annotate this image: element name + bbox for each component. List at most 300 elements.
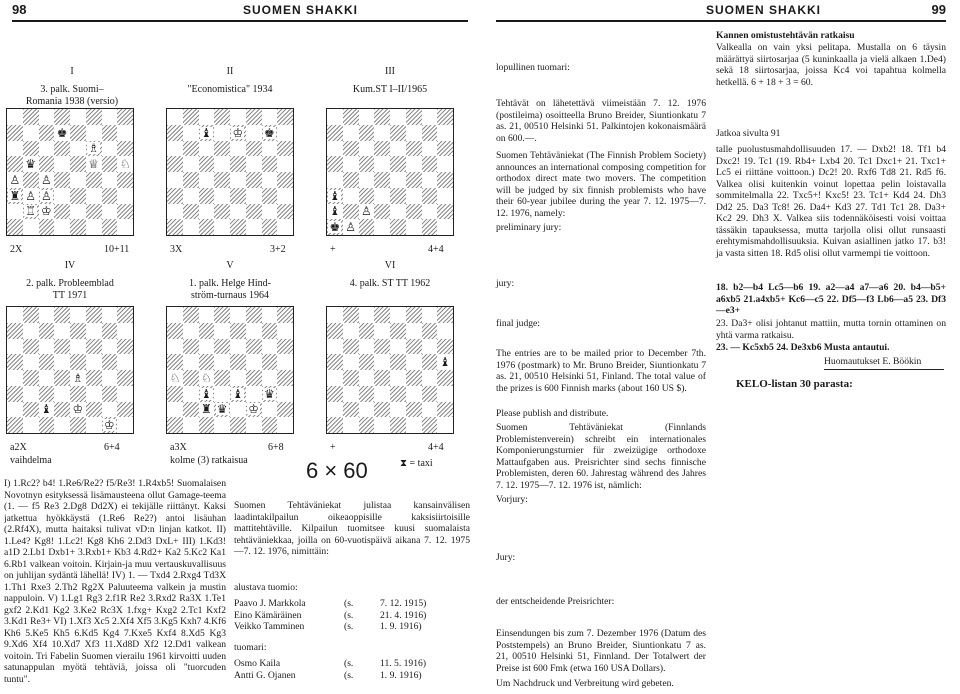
board-square — [327, 354, 343, 370]
board-square — [70, 354, 86, 370]
judge-row — [234, 658, 470, 670]
board-square — [359, 125, 375, 141]
chess-piece-icon: ♙ — [345, 220, 356, 235]
board-square — [374, 156, 390, 172]
board-square — [262, 339, 278, 355]
page-number-left: 98 — [12, 2, 27, 18]
board-square — [86, 141, 102, 157]
board-square — [437, 386, 453, 402]
board-square — [406, 339, 422, 355]
board-square — [230, 402, 246, 418]
board-square — [230, 125, 246, 141]
judge-cell: 7. 12. 1915) — [380, 598, 427, 609]
board-square — [199, 402, 215, 418]
board-square — [117, 156, 133, 172]
judge-cell: (s. — [344, 669, 354, 681]
problem-stipulation: 2X — [10, 244, 23, 255]
piece-count: 6+8 — [268, 442, 284, 453]
board-square — [117, 307, 133, 323]
judge-cell: 11. 5. 1916) — [380, 658, 427, 669]
board-square — [183, 172, 199, 188]
board-square — [230, 339, 246, 355]
board-square — [374, 172, 390, 188]
judge-cell: (s. — [344, 598, 354, 609]
board-square — [117, 323, 133, 339]
board-square — [262, 307, 278, 323]
board-square — [230, 307, 246, 323]
problem-source: 4. palk. ST TT 1962 — [349, 277, 431, 289]
board-square — [199, 307, 215, 323]
problem-note: kolme (3) ratkaisua — [170, 455, 248, 466]
judges-final — [234, 658, 470, 681]
board-square — [86, 323, 102, 339]
board-square — [54, 307, 70, 323]
problem-source: "Economistica" 1934 — [187, 83, 273, 95]
board-square — [437, 402, 453, 418]
jury-label: jury: — [496, 278, 515, 289]
board-square — [390, 417, 406, 433]
board-square — [277, 417, 293, 433]
board-square — [277, 339, 293, 355]
board-square — [7, 219, 23, 235]
board-square — [246, 172, 262, 188]
board-square — [117, 417, 133, 433]
judge-cell: (s. — [344, 621, 354, 633]
board-square — [167, 141, 183, 157]
board-square — [102, 402, 118, 418]
problem-source: TT 1971 — [52, 289, 88, 301]
board-square — [359, 156, 375, 172]
board-square — [246, 339, 262, 355]
board-square — [117, 109, 133, 125]
problem-note: vaihdelma — [10, 455, 52, 466]
board-square — [54, 109, 70, 125]
board-square — [406, 109, 422, 125]
board-square — [39, 109, 55, 125]
board-square — [246, 386, 262, 402]
board-square — [327, 204, 343, 220]
board-square — [167, 323, 183, 339]
board-square — [199, 109, 215, 125]
judge-row — [234, 670, 470, 682]
chess-piece-icon: ♙ — [40, 172, 52, 187]
board-square — [199, 204, 215, 220]
chess-piece-icon: ♚ — [56, 125, 68, 140]
entscheidende-label: der entscheidende Preisrichter: — [496, 596, 615, 607]
board-square — [102, 323, 118, 339]
problem-stipulation: a3X — [170, 442, 187, 453]
journal-title-right: SUOMEN SHAKKI — [706, 2, 822, 17]
chess-piece-icon: ♝ — [232, 386, 244, 401]
announcement-en: Suomen Tehtäväniekat (The Finnish Problem Society) announces an international composing competition for orthodox direct mate two movers. The competition will be judged by six finnish problemists who have their 60-year jubilee during the year 7. 12. 1975—7. 12. 1976, namely: — [496, 150, 706, 219]
board-square — [214, 354, 230, 370]
board-square — [422, 370, 438, 386]
board-square — [230, 156, 246, 172]
board-square — [422, 141, 438, 157]
board-square — [183, 323, 199, 339]
board-square — [246, 125, 262, 141]
board-square — [262, 386, 278, 402]
kelo-list — [716, 392, 948, 692]
problem-2-caption — [150, 66, 310, 96]
kelo-title: KELO-listan 30 parasta: — [736, 378, 853, 390]
board-square — [117, 219, 133, 235]
board-square — [86, 204, 102, 220]
board-square — [246, 370, 262, 386]
board-square — [167, 204, 183, 220]
board-square — [86, 109, 102, 125]
board-square — [327, 156, 343, 172]
board-square — [437, 323, 453, 339]
judge-cell: 21. 4. 1916) — [380, 609, 427, 621]
board-square — [7, 354, 23, 370]
board-square — [70, 417, 86, 433]
piece-count: 6+4 — [104, 442, 120, 453]
board-square — [437, 109, 453, 125]
board-square — [359, 402, 375, 418]
board-square — [70, 109, 86, 125]
board-square — [70, 402, 86, 418]
board-square — [70, 125, 86, 141]
board-square — [86, 386, 102, 402]
board-square — [422, 188, 438, 204]
lopullinen-label: lopullinen tuomari: — [496, 62, 570, 73]
board-square — [70, 172, 86, 188]
board-square — [7, 323, 23, 339]
board-square — [246, 354, 262, 370]
board-square — [230, 417, 246, 433]
piece-count: 3+2 — [270, 244, 286, 255]
board-square — [199, 219, 215, 235]
judge-row — [234, 621, 470, 633]
chess-piece-icon: ♙ — [360, 204, 372, 219]
board-square — [437, 125, 453, 141]
board-square — [327, 219, 343, 235]
right-page-header — [496, 0, 946, 22]
board-square — [23, 219, 39, 235]
board-square — [23, 109, 39, 125]
board-square — [183, 354, 199, 370]
board-square — [262, 323, 278, 339]
board-square — [54, 354, 70, 370]
board-square — [230, 323, 246, 339]
board-square — [23, 172, 39, 188]
board-square — [406, 204, 422, 220]
board-square — [406, 354, 422, 370]
board-square — [214, 386, 230, 402]
board-square — [167, 219, 183, 235]
board-square — [359, 370, 375, 386]
board-square — [70, 370, 86, 386]
board-square — [230, 370, 246, 386]
judges-preliminary — [234, 598, 470, 633]
problem-source: ström-turnaus 1964 — [190, 289, 270, 301]
board-square — [23, 125, 39, 141]
board-square — [422, 417, 438, 433]
chess-piece-icon: ♙ — [25, 188, 36, 203]
board-square — [343, 204, 359, 220]
board-square — [183, 156, 199, 172]
final-move: 23. — Kc5xb5 24. De3xb6 Musta antautui. — [716, 342, 890, 353]
problem-3-caption — [310, 66, 470, 96]
board-square — [406, 402, 422, 418]
board-square — [199, 188, 215, 204]
board-square — [102, 339, 118, 355]
board-square — [422, 219, 438, 235]
chess-piece-icon: ♗ — [72, 370, 84, 385]
problem-number: IV — [64, 260, 76, 271]
board-square — [277, 219, 293, 235]
board-square — [39, 339, 55, 355]
board-square — [214, 219, 230, 235]
problem-stipulation: a2X — [10, 442, 27, 453]
board-square — [183, 109, 199, 125]
board-square — [183, 188, 199, 204]
board-square — [183, 417, 199, 433]
game-moves: 18. b2—b4 Lc5—b6 19. a2—a4 a7—a6 20. b4—b5+ a6xb5 21.a4xb5+ Kc6—c5 22. Df5—f3 Lb6—a5 23. Df3—e3+ — [716, 282, 946, 316]
board-square — [86, 125, 102, 141]
publish-en: Please publish and distribute. — [496, 408, 609, 419]
board-square — [359, 109, 375, 125]
problem-5-caption — [150, 260, 310, 301]
board-square — [374, 386, 390, 402]
chess-piece-icon: ♔ — [248, 402, 259, 417]
board-square — [86, 402, 102, 418]
board-square — [183, 125, 199, 141]
board-square — [262, 370, 278, 386]
board-square — [23, 339, 39, 355]
board-square — [183, 386, 199, 402]
board-square — [374, 204, 390, 220]
board-square — [199, 354, 215, 370]
board-square — [214, 141, 230, 157]
board-square — [406, 219, 422, 235]
judge-cell: 1. 9. 1916) — [380, 669, 422, 681]
chess-piece-icon: ♔ — [232, 125, 244, 140]
board-square — [437, 370, 453, 386]
board-square — [117, 204, 133, 220]
chess-piece-icon: ♔ — [40, 204, 52, 219]
problem-number: VI — [384, 260, 396, 271]
board-square — [117, 172, 133, 188]
board-square — [390, 354, 406, 370]
board-square — [343, 323, 359, 339]
send-fi: Tehtävät on lähetettävä viimeistään 7. 12. 1976 (postileima) osoitteella Bruno Breider, Siuntionkatu 7 as. 21, 00510 Helsinki 51. Palkintojen kokonaismäärä on 600.—. — [496, 98, 706, 144]
board-square — [343, 354, 359, 370]
board-square — [214, 125, 230, 141]
board-square — [54, 219, 70, 235]
divider — [824, 369, 944, 370]
board-square — [422, 339, 438, 355]
board-square — [230, 109, 246, 125]
board-square — [277, 156, 293, 172]
einsendungen-de: Einsendungen bis zum 7. Dezember 1976 (Datum des Poststempels) an Bruno Breider, Siuntionkatu 7 as. 21, 00510 Helsinki 51, Finnland. Der Totalwert der Preise ist 600 Fmk (etwa 160 USA Dollars). — [496, 628, 706, 674]
board-square — [23, 204, 39, 220]
board-square — [7, 307, 23, 323]
board-square — [246, 204, 262, 220]
board-square — [422, 109, 438, 125]
board-square — [54, 125, 70, 141]
board-square — [70, 156, 86, 172]
chess-piece-icon: ♙ — [9, 172, 21, 187]
board-square — [246, 417, 262, 433]
board-square — [277, 125, 293, 141]
board-square — [167, 386, 183, 402]
board-square — [39, 386, 55, 402]
board-square — [262, 417, 278, 433]
chess-piece-icon: ♗ — [88, 141, 99, 156]
problem-number: II — [226, 66, 234, 77]
game-annotation: talle puolustusmahdollisuuden 17. — Dxb2! 18. Tf1 b4 Dxc2! 19. Tc1 (19. Rb4+ Lxb4 20. Tc1 Dxc1+ 21. Txc1+ Lc5 ei riittäne voittoon.) Dc2! 20. Rxf6 Td8 21. Rd5 f6. Valkea olisi kuitenkin voinut lopettaa pelin loistavalla sommitelmalla 22. Txc5+! Kxc5! 23. Tc1+ Kd4 24. Dh3 Dd2 25. Da3 Tc8! 26. Da4+ Kd3 27. Td1 Tc1 28. Da3+ Kc2 29. Dh3 X. Valkea siis todennäköisesti voisi voittaa tässäkin tapauksessa, mutta tarjolla olisi ollut runsaasti erehtymismahdollisuuksia. Kuivan asiallinen jatko 17. b3! ja vasta sitten 18. Rd5 olisi ollut varmempi tie voittoon. — [716, 144, 946, 259]
board-square — [183, 370, 199, 386]
board-square — [214, 417, 230, 433]
board-square — [343, 307, 359, 323]
board-square — [54, 386, 70, 402]
journal-title-left: SUOMEN SHAKKI — [242, 2, 358, 17]
board-square — [277, 370, 293, 386]
board-square — [39, 354, 55, 370]
board-square — [390, 156, 406, 172]
board-square — [327, 307, 343, 323]
board-square — [246, 188, 262, 204]
board-square — [262, 354, 278, 370]
board-square — [199, 370, 215, 386]
board-square — [214, 172, 230, 188]
board-square — [117, 339, 133, 355]
board-square — [343, 188, 359, 204]
board-square — [102, 307, 118, 323]
piece-count: 4+4 — [428, 442, 444, 453]
board-square — [86, 156, 102, 172]
board-square — [102, 354, 118, 370]
board-square — [199, 386, 215, 402]
taxi-label: = taxi — [409, 458, 433, 469]
board-square — [23, 307, 39, 323]
board-square — [390, 219, 406, 235]
board-square — [70, 219, 86, 235]
game-moves-tail: 23. Da3+ olisi johtanut mattiin, mutta tornin ottaminen on yhtä varma ratkaisu. — [716, 318, 946, 341]
board-square — [390, 204, 406, 220]
board-square — [359, 141, 375, 157]
problem-stipulation: 3X — [170, 244, 183, 255]
chess-piece-icon: ♘ — [119, 157, 131, 172]
board-square — [327, 109, 343, 125]
board-square — [39, 172, 55, 188]
board-square — [199, 141, 215, 157]
board-square — [422, 402, 438, 418]
board-square — [390, 172, 406, 188]
board-square — [23, 323, 39, 339]
board-square — [23, 188, 39, 204]
chess-piece-icon: ♚ — [263, 125, 275, 140]
board-square — [277, 354, 293, 370]
chess-piece-icon: ♙ — [40, 188, 52, 203]
problem-source: 2. palk. Probleemblad — [26, 277, 114, 289]
board-square — [39, 156, 55, 172]
board-square — [102, 156, 118, 172]
board-square — [23, 370, 39, 386]
chess-piece-icon: ♘ — [169, 370, 181, 385]
board-square — [39, 323, 55, 339]
board-square — [167, 156, 183, 172]
board-square — [422, 125, 438, 141]
judge-cell: Antti G. Ojanen — [234, 669, 296, 681]
judge-cell: (s. — [344, 609, 354, 621]
board-square — [230, 386, 246, 402]
board-square — [70, 188, 86, 204]
chess-piece-icon: ♚ — [329, 220, 341, 235]
board-square — [343, 417, 359, 433]
board-square — [7, 188, 23, 204]
board-square — [117, 354, 133, 370]
nachdruck-de: Um Nachdruck und Verbreitung wird gebeten. — [496, 678, 674, 689]
board-square — [39, 141, 55, 157]
board-square — [327, 370, 343, 386]
chess-diagram-3 — [326, 108, 454, 236]
board-square — [406, 323, 422, 339]
jatkoa-label: Jatkoa sivulta 91 — [716, 128, 781, 139]
board-square — [374, 354, 390, 370]
board-square — [327, 402, 343, 418]
board-square — [39, 219, 55, 235]
competition-announcement-fi: Suomen Tehtäväniekat julistaa kansainvälisen laadintakilpailun oikeaoppisille kaksisiirtoisille mattitehtäville. Kilpailun tuomitsee kuusi suomalaista tehtäväniekkaa, joilla on 60-vuotispäivä aikana 7. 12. 1975—7. 12. 1976, nimittäin: — [234, 500, 470, 557]
board-square — [262, 141, 278, 157]
board-square — [374, 370, 390, 386]
board-square — [117, 386, 133, 402]
chess-piece-icon: ♝ — [329, 188, 341, 203]
prelim-label: preliminary jury: — [496, 222, 562, 233]
problem-source: 1. palk. Helge Hind- — [189, 277, 271, 289]
board-square — [54, 188, 70, 204]
board-square — [7, 125, 23, 141]
board-square — [390, 339, 406, 355]
board-square — [230, 172, 246, 188]
board-square — [246, 141, 262, 157]
board-square — [39, 307, 55, 323]
board-square — [230, 219, 246, 235]
board-square — [70, 323, 86, 339]
board-square — [437, 141, 453, 157]
board-square — [390, 125, 406, 141]
board-square — [39, 188, 55, 204]
board-square — [214, 188, 230, 204]
board-square — [39, 204, 55, 220]
page-number-right: 99 — [931, 2, 946, 18]
board-square — [359, 417, 375, 433]
piece-count: 4+4 — [428, 244, 444, 255]
chess-piece-icon: ♖ — [25, 204, 36, 219]
entries-en: The entries are to be mailed prior to December 7th. 1976 (postmark) to Mr. Bruno Breider, Siuntionkatu 7 as. 21, 00510 Helsinki 51, Finland. The total value of the prizes is 600 Finnish marks (about 160 US $). — [496, 348, 706, 394]
board-square — [359, 204, 375, 220]
board-square — [343, 141, 359, 157]
problem-number: V — [226, 260, 234, 271]
problem-6-caption — [310, 260, 470, 290]
chess-diagram-5 — [166, 306, 294, 434]
board-square — [54, 370, 70, 386]
board-square — [86, 417, 102, 433]
board-square — [199, 156, 215, 172]
board-square — [262, 402, 278, 418]
board-square — [39, 370, 55, 386]
board-square — [214, 204, 230, 220]
board-square — [374, 417, 390, 433]
board-square — [214, 323, 230, 339]
board-square — [327, 125, 343, 141]
board-square — [262, 172, 278, 188]
chess-piece-icon: ♛ — [263, 386, 275, 401]
chess-diagram-1 — [6, 108, 134, 236]
board-square — [86, 188, 102, 204]
